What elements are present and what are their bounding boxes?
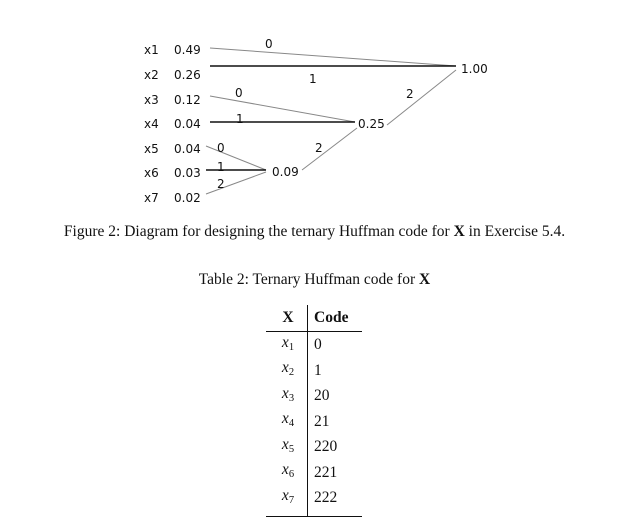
figure-caption-prefix: Figure 2: — [63, 223, 121, 240]
symbol-label: x3 — [144, 93, 159, 107]
table-row — [266, 409, 362, 435]
table-caption-text: Ternary Huffman code for — [252, 271, 416, 288]
symbol-subscript: 4 — [288, 418, 295, 429]
symbol-subscript: 7 — [288, 494, 295, 506]
edge-low-mid — [302, 128, 357, 170]
table-caption — [0, 271, 629, 289]
probability-label: 0.04 — [174, 117, 201, 131]
edge-x1-root — [210, 48, 456, 66]
probability-label: 0.49 — [174, 43, 201, 57]
symbol-subscript: 6 — [288, 469, 295, 480]
symbol-cell — [266, 383, 308, 409]
symbol-cell — [266, 409, 308, 435]
symbol-subscript: 3 — [288, 392, 295, 404]
code-cell: 20 — [314, 387, 330, 404]
probability-label: 0.02 — [174, 191, 201, 205]
edge-label: 1 — [309, 72, 317, 86]
table-header-row — [266, 305, 362, 332]
symbol-label: x6 — [144, 166, 159, 180]
header-code: Code — [314, 309, 349, 326]
symbol-cell — [266, 358, 308, 384]
table-row — [266, 332, 362, 358]
symbol-label: x5 — [144, 142, 159, 156]
edge-label: 0 — [217, 141, 225, 155]
probability-label: 0.04 — [174, 142, 201, 156]
figure-caption — [0, 223, 629, 241]
edge-x7-low — [206, 172, 266, 194]
edge-label: 0 — [235, 86, 243, 100]
symbol-label: x1 — [144, 43, 159, 57]
symbol-name: x — [281, 486, 289, 504]
symbol-name: x — [281, 333, 289, 351]
probability-label: 0.26 — [174, 68, 201, 82]
code-cell: 222 — [314, 489, 338, 506]
table-row — [266, 460, 362, 486]
figure-caption-suffix: in Exercise 5.4. — [468, 223, 566, 240]
symbol-cell — [266, 332, 308, 358]
symbol-cell — [266, 434, 308, 460]
table-caption-symbol: X — [419, 271, 431, 288]
node-root-label: 1.00 — [461, 62, 488, 76]
symbol-name: x — [281, 435, 289, 453]
header-symbol: X — [266, 305, 308, 332]
code-cell: 220 — [314, 438, 338, 455]
huffman-code-table — [266, 305, 362, 517]
probability-label: 0.03 — [174, 166, 201, 180]
edge-mid-root — [387, 70, 456, 125]
code-cell: 0 — [314, 336, 322, 353]
node-mid-label: 0.25 — [358, 117, 385, 131]
table-row — [266, 434, 362, 460]
table-row — [266, 358, 362, 384]
edge-label: 2 — [315, 141, 323, 155]
node-low-label: 0.09 — [272, 165, 299, 179]
symbol-cell — [266, 460, 308, 486]
table-row — [266, 383, 362, 409]
edge-label: 2 — [406, 87, 414, 101]
table-caption-prefix: Table 2: — [198, 271, 249, 288]
figure-caption-symbol: X — [453, 223, 465, 240]
symbol-name: x — [281, 384, 289, 402]
edge-x3-mid — [210, 96, 355, 122]
symbol-label: x4 — [144, 117, 159, 131]
symbol-label: x2 — [144, 68, 159, 82]
symbol-subscript: 1 — [288, 341, 295, 353]
symbol-subscript: 2 — [288, 367, 295, 378]
edge-label: 1 — [217, 160, 225, 174]
code-cell: 21 — [314, 412, 330, 430]
edge-label: 2 — [217, 177, 225, 191]
symbol-name: x — [281, 461, 289, 478]
probability-label: 0.12 — [174, 93, 201, 107]
edge-label: 0 — [265, 37, 273, 51]
symbol-subscript: 5 — [288, 443, 295, 455]
huffman-tree-diagram — [0, 0, 629, 215]
code-cell: 221 — [314, 463, 338, 481]
symbol-name: x — [281, 410, 289, 427]
edge-label: 1 — [236, 112, 244, 126]
figure-caption-text: Diagram for designing the ternary Huffman code for — [124, 223, 450, 240]
code-cell: 1 — [314, 361, 322, 379]
symbol-name: x — [281, 359, 289, 376]
symbol-label: x7 — [144, 191, 159, 205]
edge-x5-low — [206, 146, 266, 170]
